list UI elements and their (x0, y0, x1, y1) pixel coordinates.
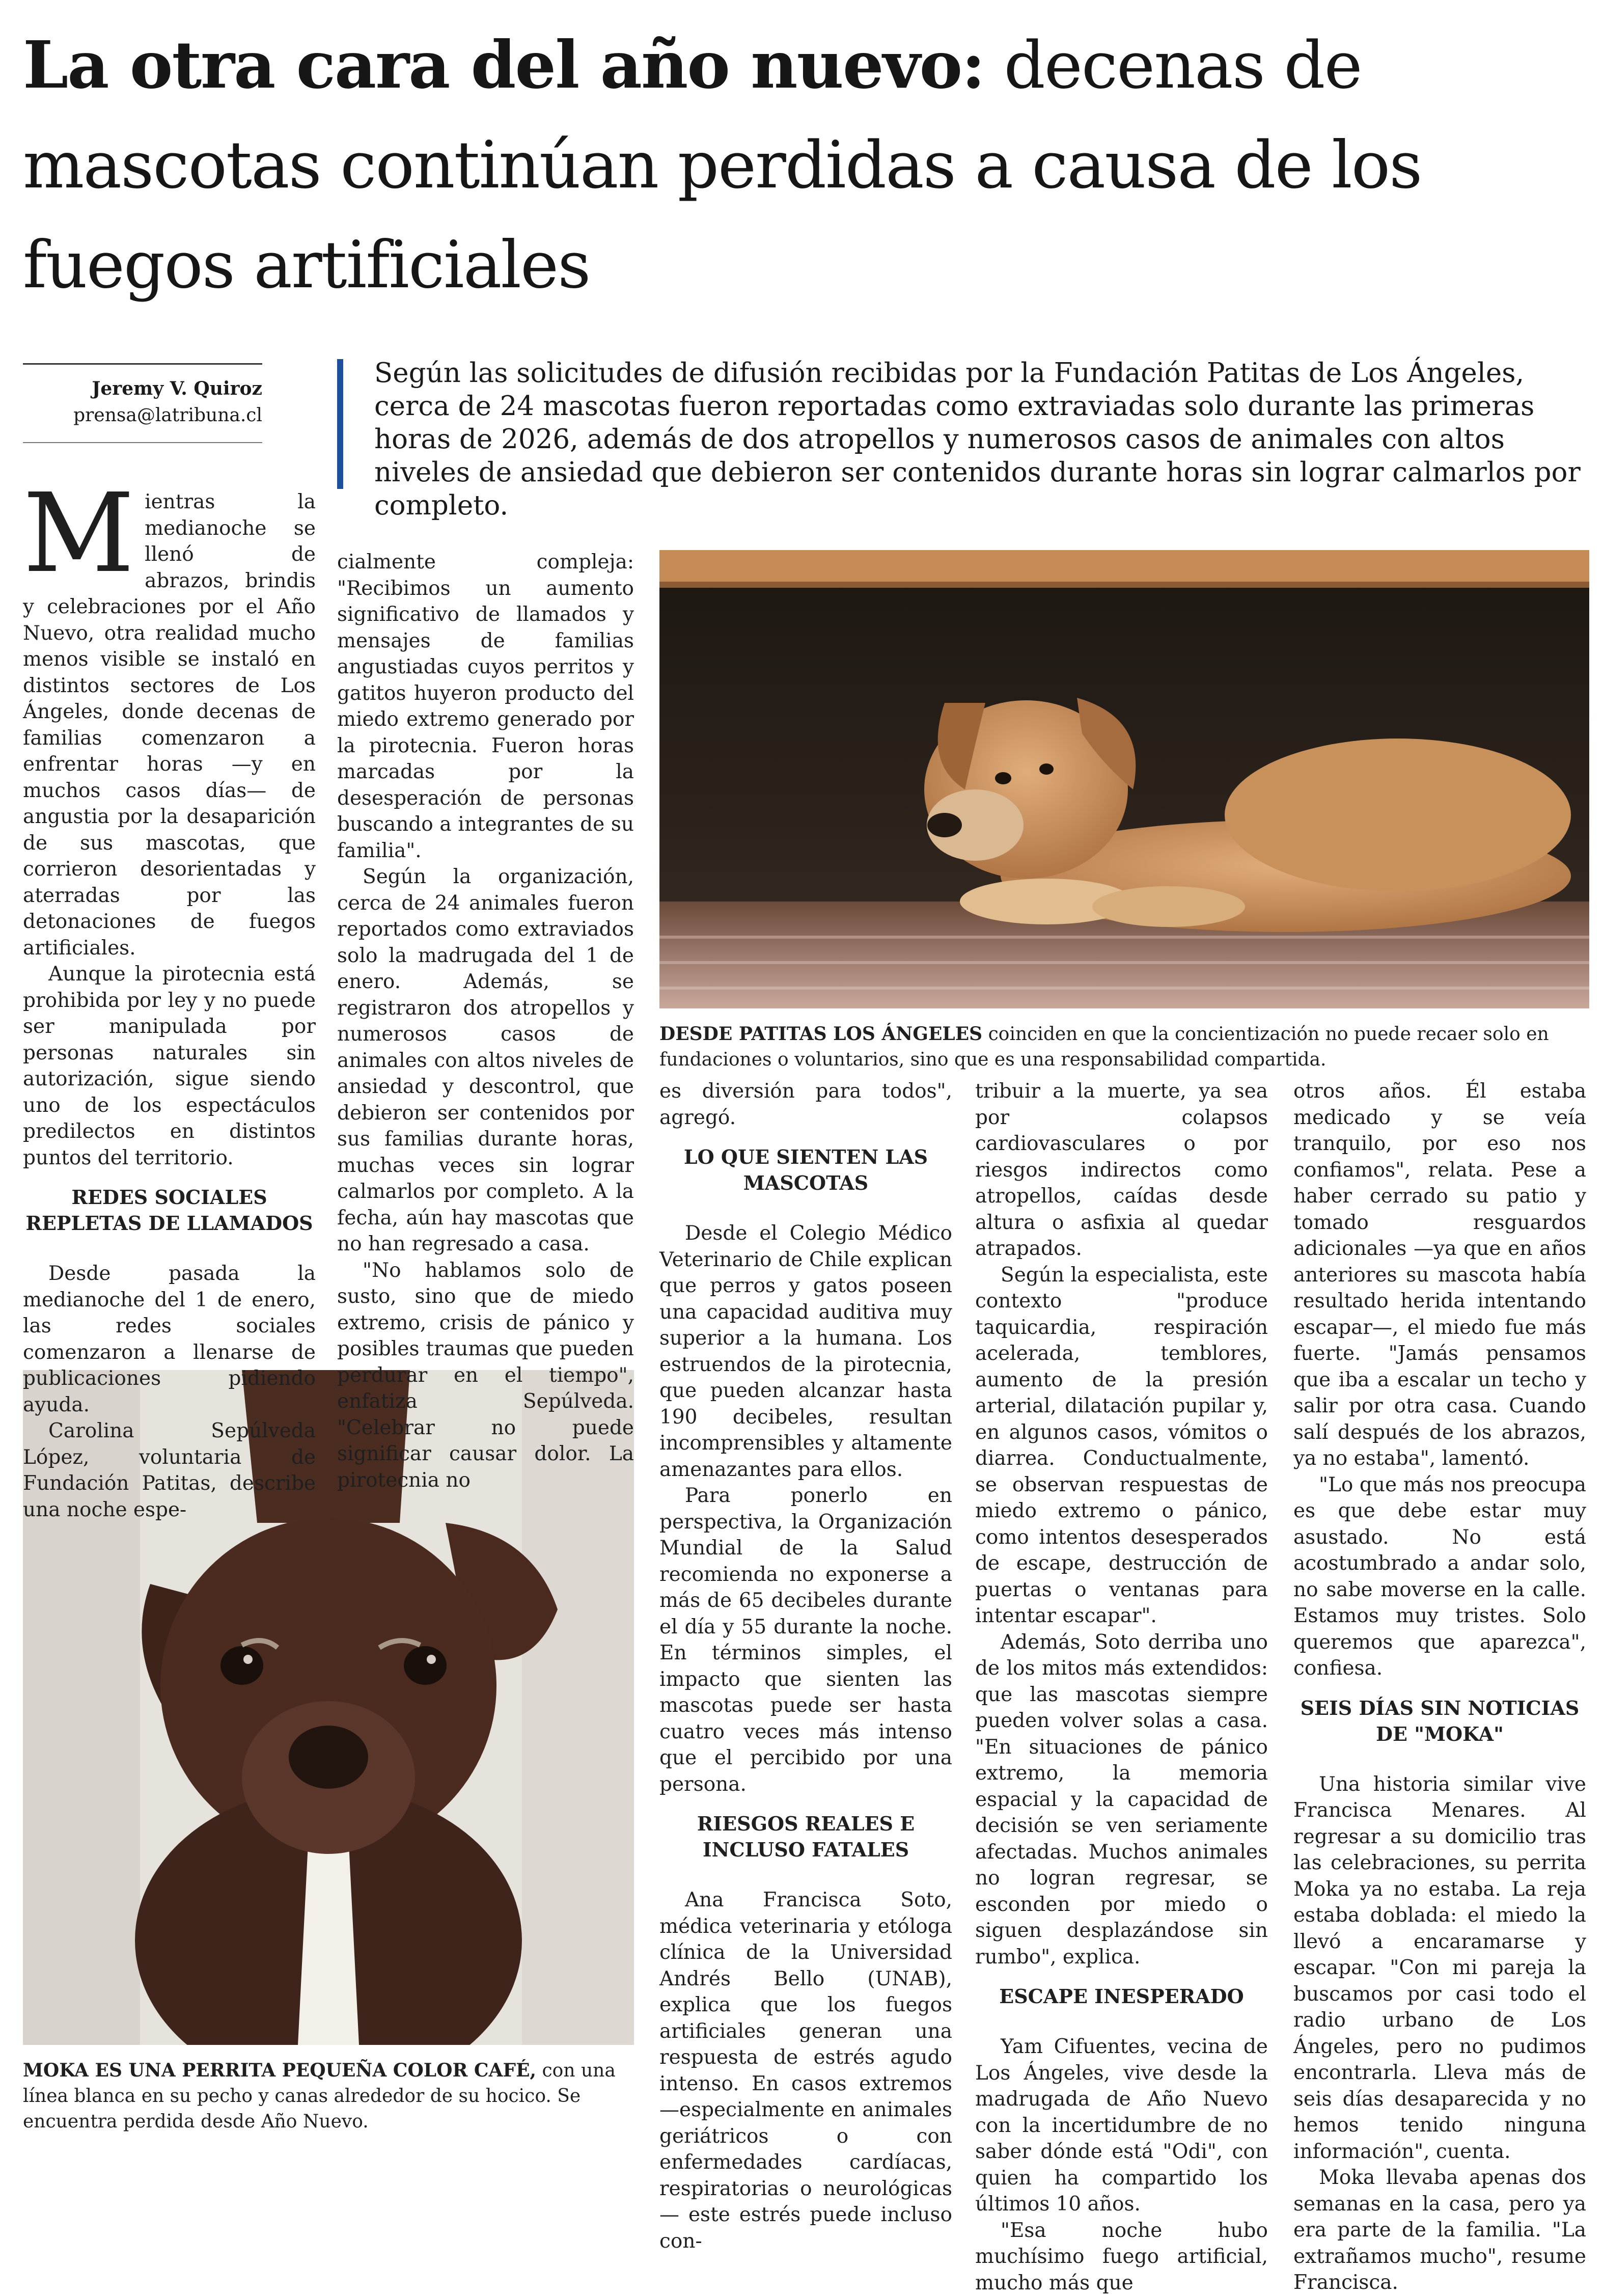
col4-paragraph-2: Según la especialista, este contexto "produce taquicardia, respiración acelerada, temblores, aumento de la presión arterial, dilatación pupilar y, en algunos casos, vómitos o diarrea. Conductualmente, se observan respuestas de miedo extremo o pánico, como intentos desesperados de escape, destrucción de puertas o ventanas para intentar escapar". (975, 1262, 1268, 1629)
col1-subhead: REDES SOCIALES REPLETAS DE LLAMADOS (23, 1171, 316, 1261)
column-1 (23, 489, 316, 1523)
col1-paragraph-2: Aunque la pirotecnia está prohibida por ley y no puede ser manipulada por personas naturales sin autorización, sigue siendo uno de los espectáculos predilectos en distintos puntos del territorio. (23, 961, 316, 1171)
col5-subhead: SEIS DÍAS SIN NOTICIAS DE "MOKA" (1293, 1682, 1586, 1771)
byline-email: prensa@latribuna.cl (23, 405, 262, 426)
headline (23, 15, 1586, 315)
col1-paragraph-4: Carolina Sepúlveda López, voluntaria de Fundación Patitas, describe una noche espe- (23, 1418, 316, 1523)
caption-top-bold: DESDE PATITAS LOS ÁNGELES (659, 1023, 982, 1045)
caption-top (659, 1021, 1589, 1073)
col5-paragraph-4: Moka llevaba apenas dos semanas en la casa, pero ya era parte de la familia. "La extrañamos mucho", resume Francisca. (1293, 2165, 1586, 2296)
column-3 (659, 1078, 952, 2254)
col4-paragraph-3: Además, Soto derriba uno de los mitos más extendidos: que las mascotas siempre pueden volver solas a casa. "En situaciones de pánico extremo, la memoria espacial y la capacidad de decisión se ven seriamente afectadas. Muchos animales no logran regresar, se esconden por miedo o siguen desplazándose sin rumbo", explica. (975, 1629, 1268, 1971)
col4-paragraph-5: "Esa noche hubo muchísimo fuego artificial, mucho más que (975, 2218, 1268, 2296)
byline-bottom-rule (23, 442, 262, 443)
caption-top-text: coinciden en que la concientización no puede recaer solo en fundaciones o voluntarios, sino que es una responsabilidad compartida. (659, 1024, 1549, 1070)
dropcap: M (23, 493, 134, 575)
col3-paragraph-3: Para ponerlo en perspectiva, la Organización Mundial de la Salud recomienda no exponerse a más de 65 decibeles durante el día y 55 durante la noche. En términos simples, el impacto que sienten las mascotas puede ser hasta cuatro veces más intenso que el percibido por una persona. (659, 1483, 952, 1797)
caption-bottom-text: con una línea blanca en su pecho y canas alrededor de su hocico. Se encuentra perdida desde Año Nuevo. (23, 2060, 616, 2132)
headline-bold: La otra cara del año nuevo: (23, 27, 984, 103)
col3-paragraph-1: es diversión para todos", agregó. (659, 1078, 952, 1131)
col5-paragraph-1: otros años. Él estaba medicado y se veía tranquilo, por eso nos confiamos", relata. Pese a haber cerrado su patio y tomado resguardos adicionales —ya que en años anteriores su mascota había resultado herida intentando escapar—, el miedo fue más fuerte. "Jamás pensamos que iba a escalar un techo y salir por otra casa. Cuando salí después de los abrazos, ya no estaba", lamentó. (1293, 1078, 1586, 1472)
column-4 (975, 1078, 1268, 2296)
col3-paragraph-2: Desde el Colegio Médico Veterinario de Chile explican que perros y gatos poseen una capacidad auditiva muy superior a la humana. Los estruendos de la pirotecnia, que pueden alcanzar hasta 190 decibeles, resultan incomprensibles y altamente amenazantes para ellos. (659, 1220, 952, 1483)
col5-paragraph-2: "Lo que más nos preocupa es que debe estar muy asustado. No está acostumbrado a andar solo, no sabe moverse en la calle. Estamos muy tristes. Solo queremos que aparezca", confiesa. (1293, 1472, 1586, 1682)
col1-paragraph-1 (23, 489, 316, 961)
byline-top-rule (23, 363, 262, 365)
col1-p1-text: ientras la medianoche se llenó de abrazos, brindis y celebraciones por el Año Nuevo, otra realidad mucho menos visible se instaló en distintos sectores de Los Ángeles, donde decenas de familias comenzaron a enfrentar horas —y en muchos casos días— de angustia por la desaparición de sus mascotas, que corrieron desorientadas y aterradas por las detonaciones de fuegos artificiales. (23, 490, 316, 960)
lead-accent-bar (337, 359, 343, 489)
col2-paragraph-1: cialmente compleja: "Recibimos un aumento significativo de llamados y mensajes de familias angustiadas cuyos perritos y gatitos huyeron producto del miedo extremo generado por la pirotecnia. Fueron horas marcadas por la desesperación de personas buscando a integrantes de su familia". (337, 549, 634, 864)
headline-rest: decenas de mascotas continúan perdidas a causa de los fuegos artificiales (23, 28, 1421, 303)
col1-paragraph-3: Desde pasada la medianoche del 1 de enero, las redes sociales comenzaron a llenarse de publicaciones pidiendo ayuda. (23, 1261, 316, 1418)
col3-paragraph-4: Ana Francisca Soto, médica veterinaria y etóloga clínica de la Universidad Andrés Bello (UNAB), explica que los fuegos artificiales generan una respuesta de estrés agudo intenso. En casos extremos —especialmente en animales geriátricos o con enfermedades cardíacas, respiratorias o neurológicas— este estrés puede incluso con- (659, 1887, 952, 2254)
col2-paragraph-3: "No hablamos solo de susto, sino que de miedo extremo, crisis de pánico y posibles traumas que pueden perdurar en el tiempo", enfatiza Sepúlveda. "Celebrar no puede significar causar dolor. La pirotecnia no (337, 1258, 634, 1494)
lead-paragraph: Según las solicitudes de difusión recibidas por la Fundación Patitas de Los Ángeles, cerca de 24 mascotas fueron reportadas como extraviadas solo durante las primeras horas de 2026, además de dos atropellos y numerosos casos de animales con altos niveles de ansiedad que debieron ser contenidos durante horas sin lograr calmarlos por completo. (374, 357, 1591, 522)
column-5 (1293, 1078, 1586, 2296)
col5-paragraph-3: Una historia similar vive Francisca Menares. Al regresar a su domicilio tras las celebraciones, su perrita Moka ya no estaba. La reja estaba doblada: el miedo la llevó a encaramarse y escapar. "Con mi pareja la buscamos por casi todo el radio urbano de Los Ángeles, pero no pudimos encontrarla. Lleva más de seis días desaparecida y no hemos tenido ninguna información", cuenta. (1293, 1771, 1586, 2165)
caption-bottom (23, 2058, 634, 2135)
col2-paragraph-2: Según la organización, cerca de 24 animales fueron reportados como extraviados solo la madrugada del 1 de enero. Además, se registraron dos atropellos y numerosos casos de animales con altos niveles de ansiedad y descontrol, que debieron ser contenidos por sus familias durante horas, muchas veces sin lograr calmarlos por completo. A la fecha, aún hay mascotas que no han regresado a casa. (337, 864, 634, 1258)
dog-hiding-image (659, 550, 1589, 1008)
photo-dog-hiding (659, 550, 1589, 1008)
caption-bottom-bold: MOKA ES UNA PERRITA PEQUEÑA COLOR CAFÉ, (23, 2060, 536, 2081)
col4-paragraph-1: tribuir a la muerte, ya sea por colapsos cardiovasculares o por riesgos indirectos como atropellos, caídas desde altura o asfixia al quedar atrapados. (975, 1078, 1268, 1262)
byline-name: Jeremy V. Quiroz (23, 378, 262, 399)
col4-paragraph-4: Yam Cifuentes, vecina de Los Ángeles, vive desde la madrugada de Año Nuevo con la incertidumbre de no saber dónde está "Odi", con quien ha compartido los últimos 10 años. (975, 2034, 1268, 2218)
column-2 (337, 549, 634, 1493)
col3-subhead-1: LO QUE SIENTEN LAS MASCOTAS (659, 1131, 952, 1220)
col4-subhead: ESCAPE INESPERADO (975, 1970, 1268, 2034)
col3-subhead-2: RIESGOS REALES E INCLUSO FATALES (659, 1797, 952, 1887)
